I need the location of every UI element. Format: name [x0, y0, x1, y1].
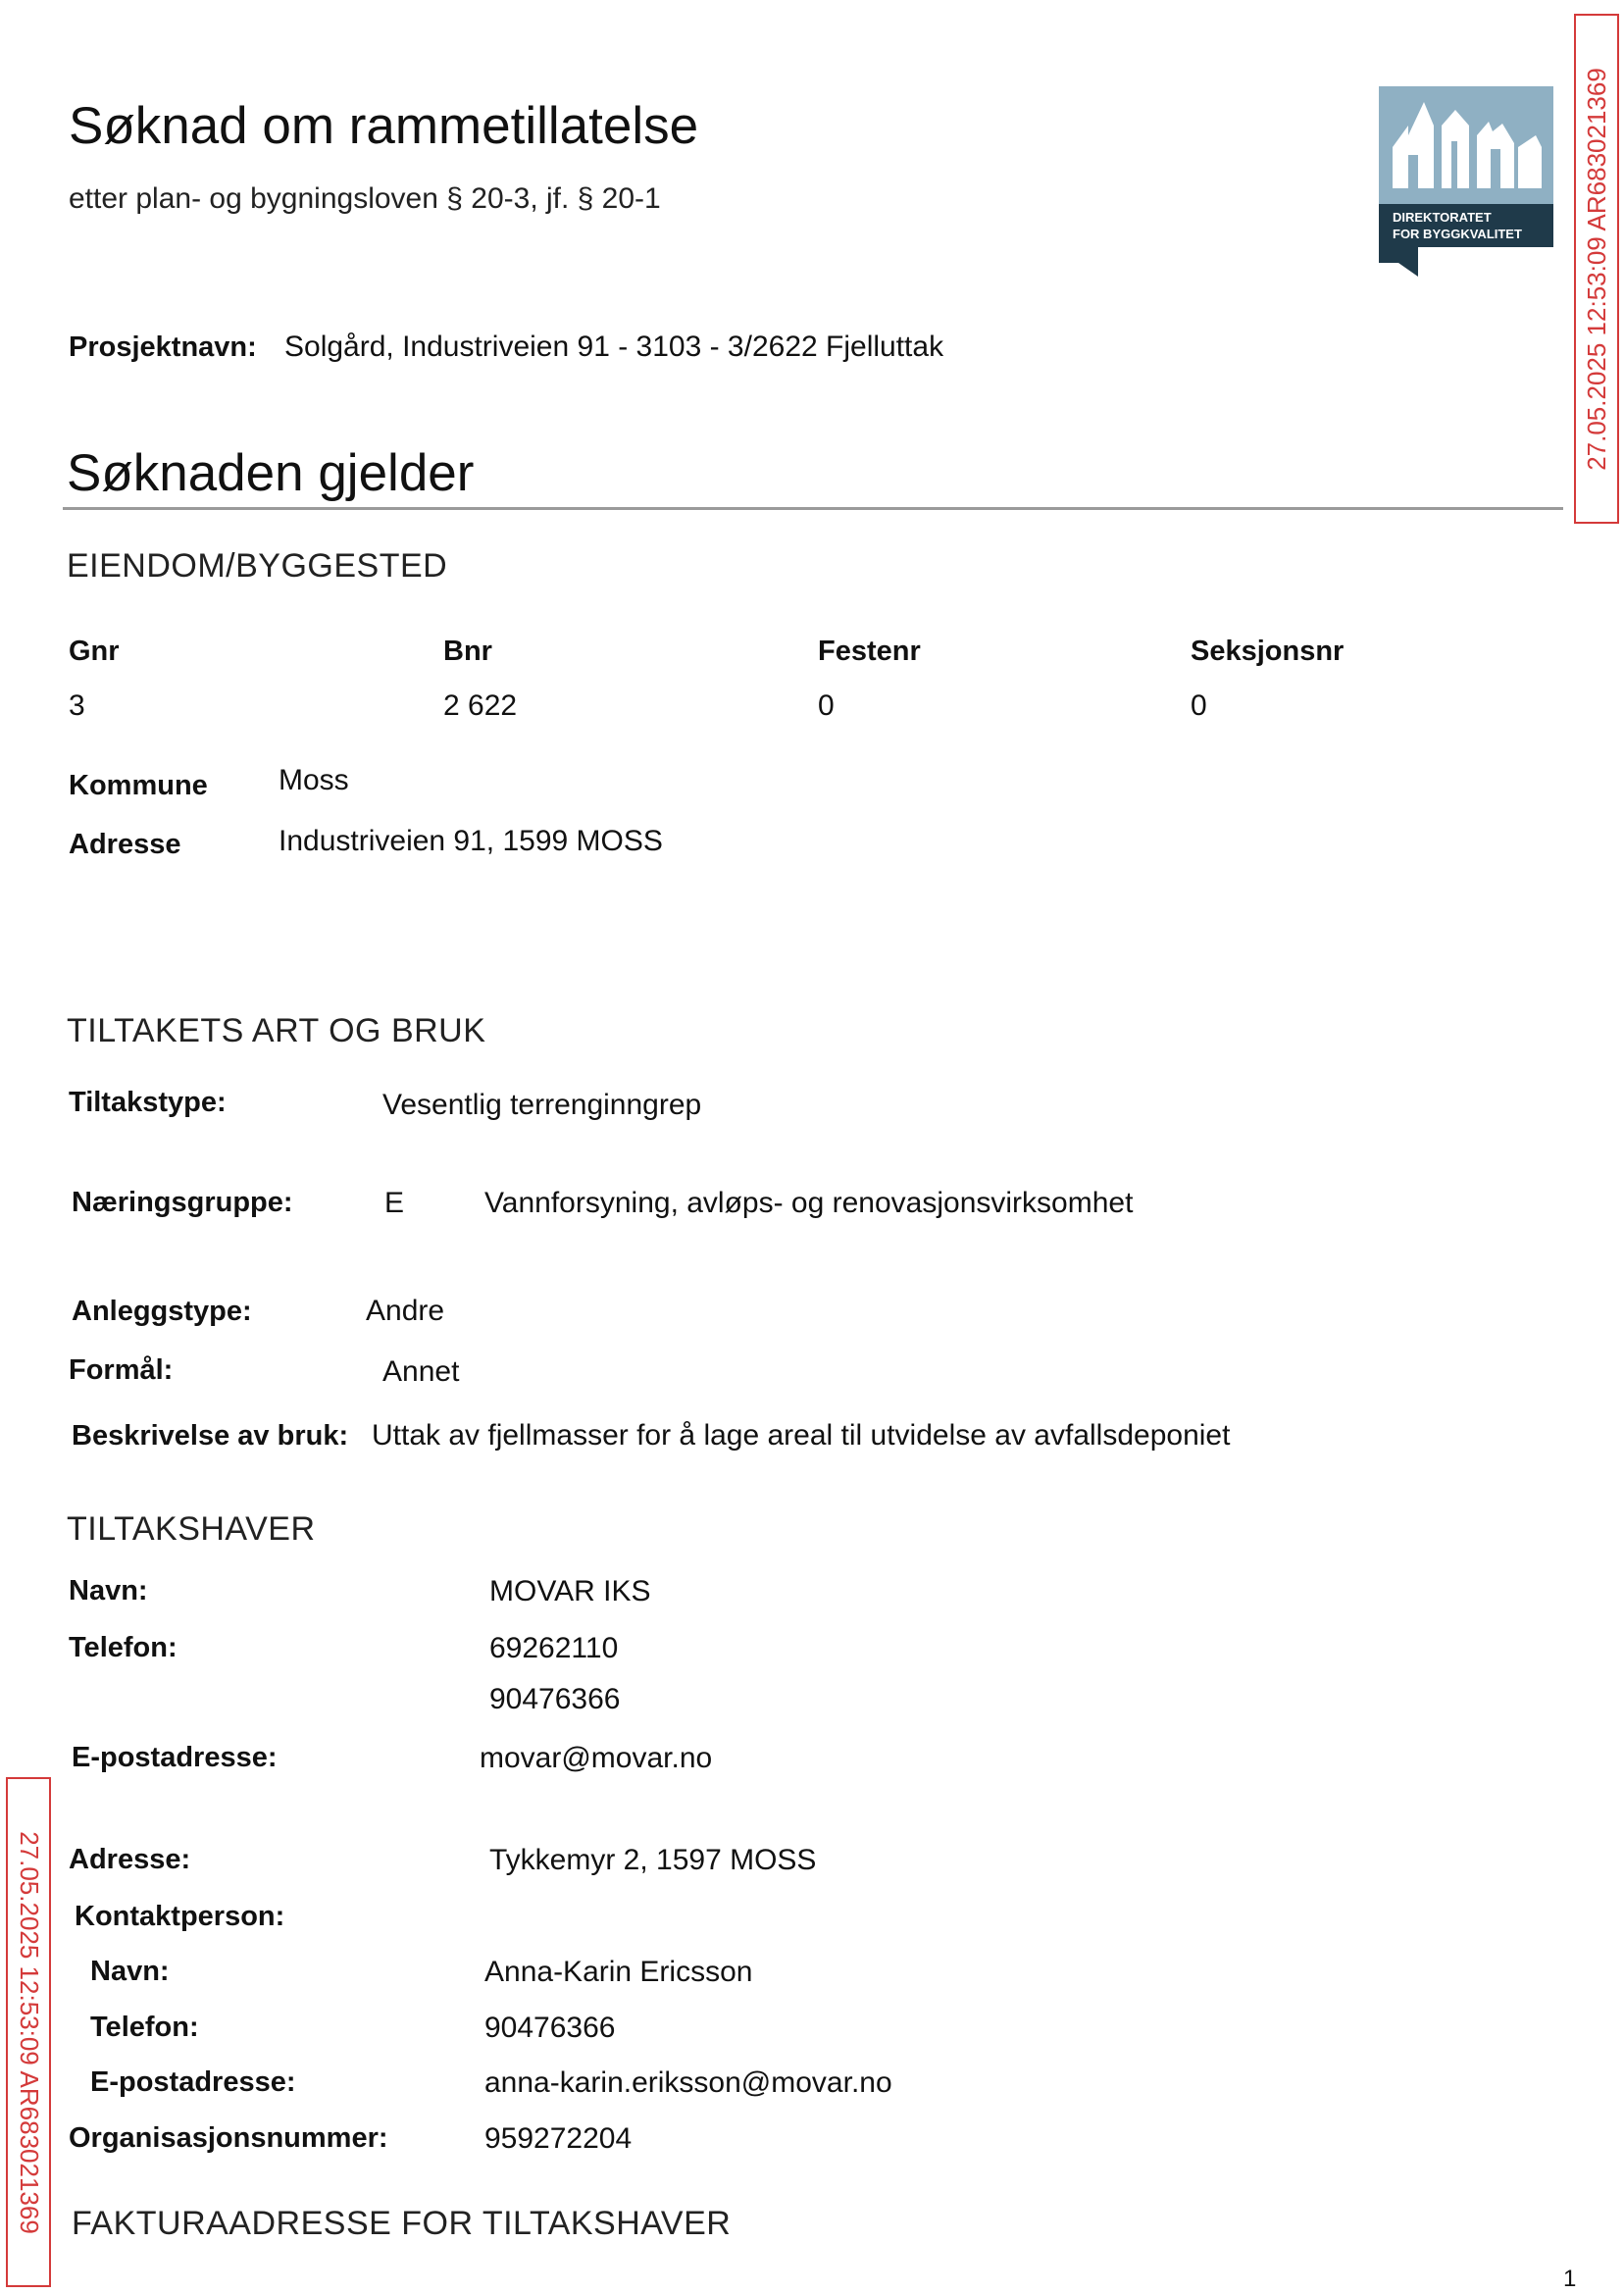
gnr-label: Gnr: [69, 636, 120, 667]
orgnr-value: 959272204: [484, 2122, 633, 2155]
owner-navn-value: MOVAR IKS: [489, 1575, 651, 1607]
timestamp-stamp-bottom: [6, 1777, 51, 2287]
adresse-value: Industriveien 91, 1599 MOSS: [279, 825, 663, 857]
logo-text-line2: FOR BYGGKVALITET: [1393, 227, 1522, 241]
kommune-value: Moss: [279, 764, 349, 796]
billing-heading: FAKTURAADRESSE FOR TILTAKSHAVER: [72, 2205, 732, 2242]
owner-heading: TILTAKSHAVER: [67, 1510, 316, 1548]
project-value: Solgård, Industriveien 91 - 3103 - 3/2622 Fjelluttak: [284, 331, 944, 363]
beskrivelse-value: Uttak av fjellmasser for å lage areal til utvidelse av avfallsdeponiet: [372, 1419, 1231, 1452]
formal-label: Formål:: [69, 1354, 174, 1386]
seksjonsnr-label: Seksjonsnr: [1191, 636, 1345, 667]
tiltakstype-label: Tiltakstype:: [69, 1087, 227, 1118]
seksjonsnr-value: 0: [1191, 689, 1207, 722]
contact-navn-label: Navn:: [90, 1956, 170, 1987]
anleggstype-value: Andre: [366, 1295, 445, 1327]
contact-navn-value: Anna-Karin Ericsson: [484, 1956, 753, 1988]
naeringsgruppe-value: Vannforsyning, avløps- og renovasjonsvirksomhet: [484, 1187, 1134, 1219]
owner-epost-value: movar@movar.no: [480, 1742, 713, 1774]
page-subtitle: etter plan- og bygningsloven § 20-3, jf. § 20-1: [69, 182, 661, 215]
owner-epost-label: E-postadresse:: [72, 1742, 278, 1773]
anleggstype-label: Anleggstype:: [72, 1296, 252, 1327]
stamp-text: 27.05.2025 12:53:09 AR683021369: [1581, 67, 1611, 471]
logo-text-line1: DIREKTORATET: [1393, 210, 1492, 225]
kommune-label: Kommune: [69, 770, 208, 801]
contact-epost-label: E-postadresse:: [90, 2066, 296, 2098]
owner-adresse-value: Tykkemyr 2, 1597 MOSS: [489, 1844, 817, 1876]
formal-value: Annet: [382, 1355, 460, 1388]
page-number: 1: [1563, 2266, 1577, 2292]
project-label: Prosjektnavn:: [69, 331, 257, 363]
timestamp-stamp-top: [1574, 14, 1619, 524]
owner-telefon-value-2: 90476366: [489, 1683, 621, 1715]
owner-telefon-label: Telefon:: [69, 1632, 178, 1663]
owner-navn-label: Navn:: [69, 1575, 148, 1606]
bnr-label: Bnr: [443, 636, 492, 667]
bnr-value: 2 622: [443, 689, 518, 722]
measure-heading: TILTAKETS ART OG BRUK: [67, 1012, 486, 1049]
contact-person-label: Kontaktperson:: [75, 1901, 285, 1932]
naeringsgruppe-label: Næringsgruppe:: [72, 1187, 293, 1218]
stamp-text: 27.05.2025 12:53:09 AR683021369: [14, 1830, 44, 2234]
owner-telefon-value-1: 69262110: [489, 1632, 619, 1664]
contact-telefon-label: Telefon:: [90, 2012, 199, 2043]
adresse-label: Adresse: [69, 829, 181, 860]
tiltakstype-value: Vesentlig terrenginngrep: [382, 1089, 702, 1121]
page-title: Søknad om rammetillatelse: [69, 97, 699, 155]
festenr-label: Festenr: [818, 636, 921, 667]
gnr-value: 3: [69, 689, 85, 722]
owner-adresse-label: Adresse:: [69, 1844, 191, 1875]
orgnr-label: Organisasjonsnummer:: [69, 2122, 388, 2154]
dibk-logo: [1379, 86, 1553, 277]
section-divider: [63, 507, 1563, 510]
beskrivelse-label: Beskrivelse av bruk:: [72, 1420, 349, 1452]
contact-telefon-value: 90476366: [484, 2012, 616, 2044]
naeringsgruppe-code: E: [384, 1187, 405, 1219]
section-heading-main: Søknaden gjelder: [67, 444, 475, 502]
contact-epost-value: anna-karin.eriksson@movar.no: [484, 2066, 892, 2099]
property-heading: EIENDOM/BYGGESTED: [67, 547, 448, 585]
festenr-value: 0: [818, 689, 835, 722]
